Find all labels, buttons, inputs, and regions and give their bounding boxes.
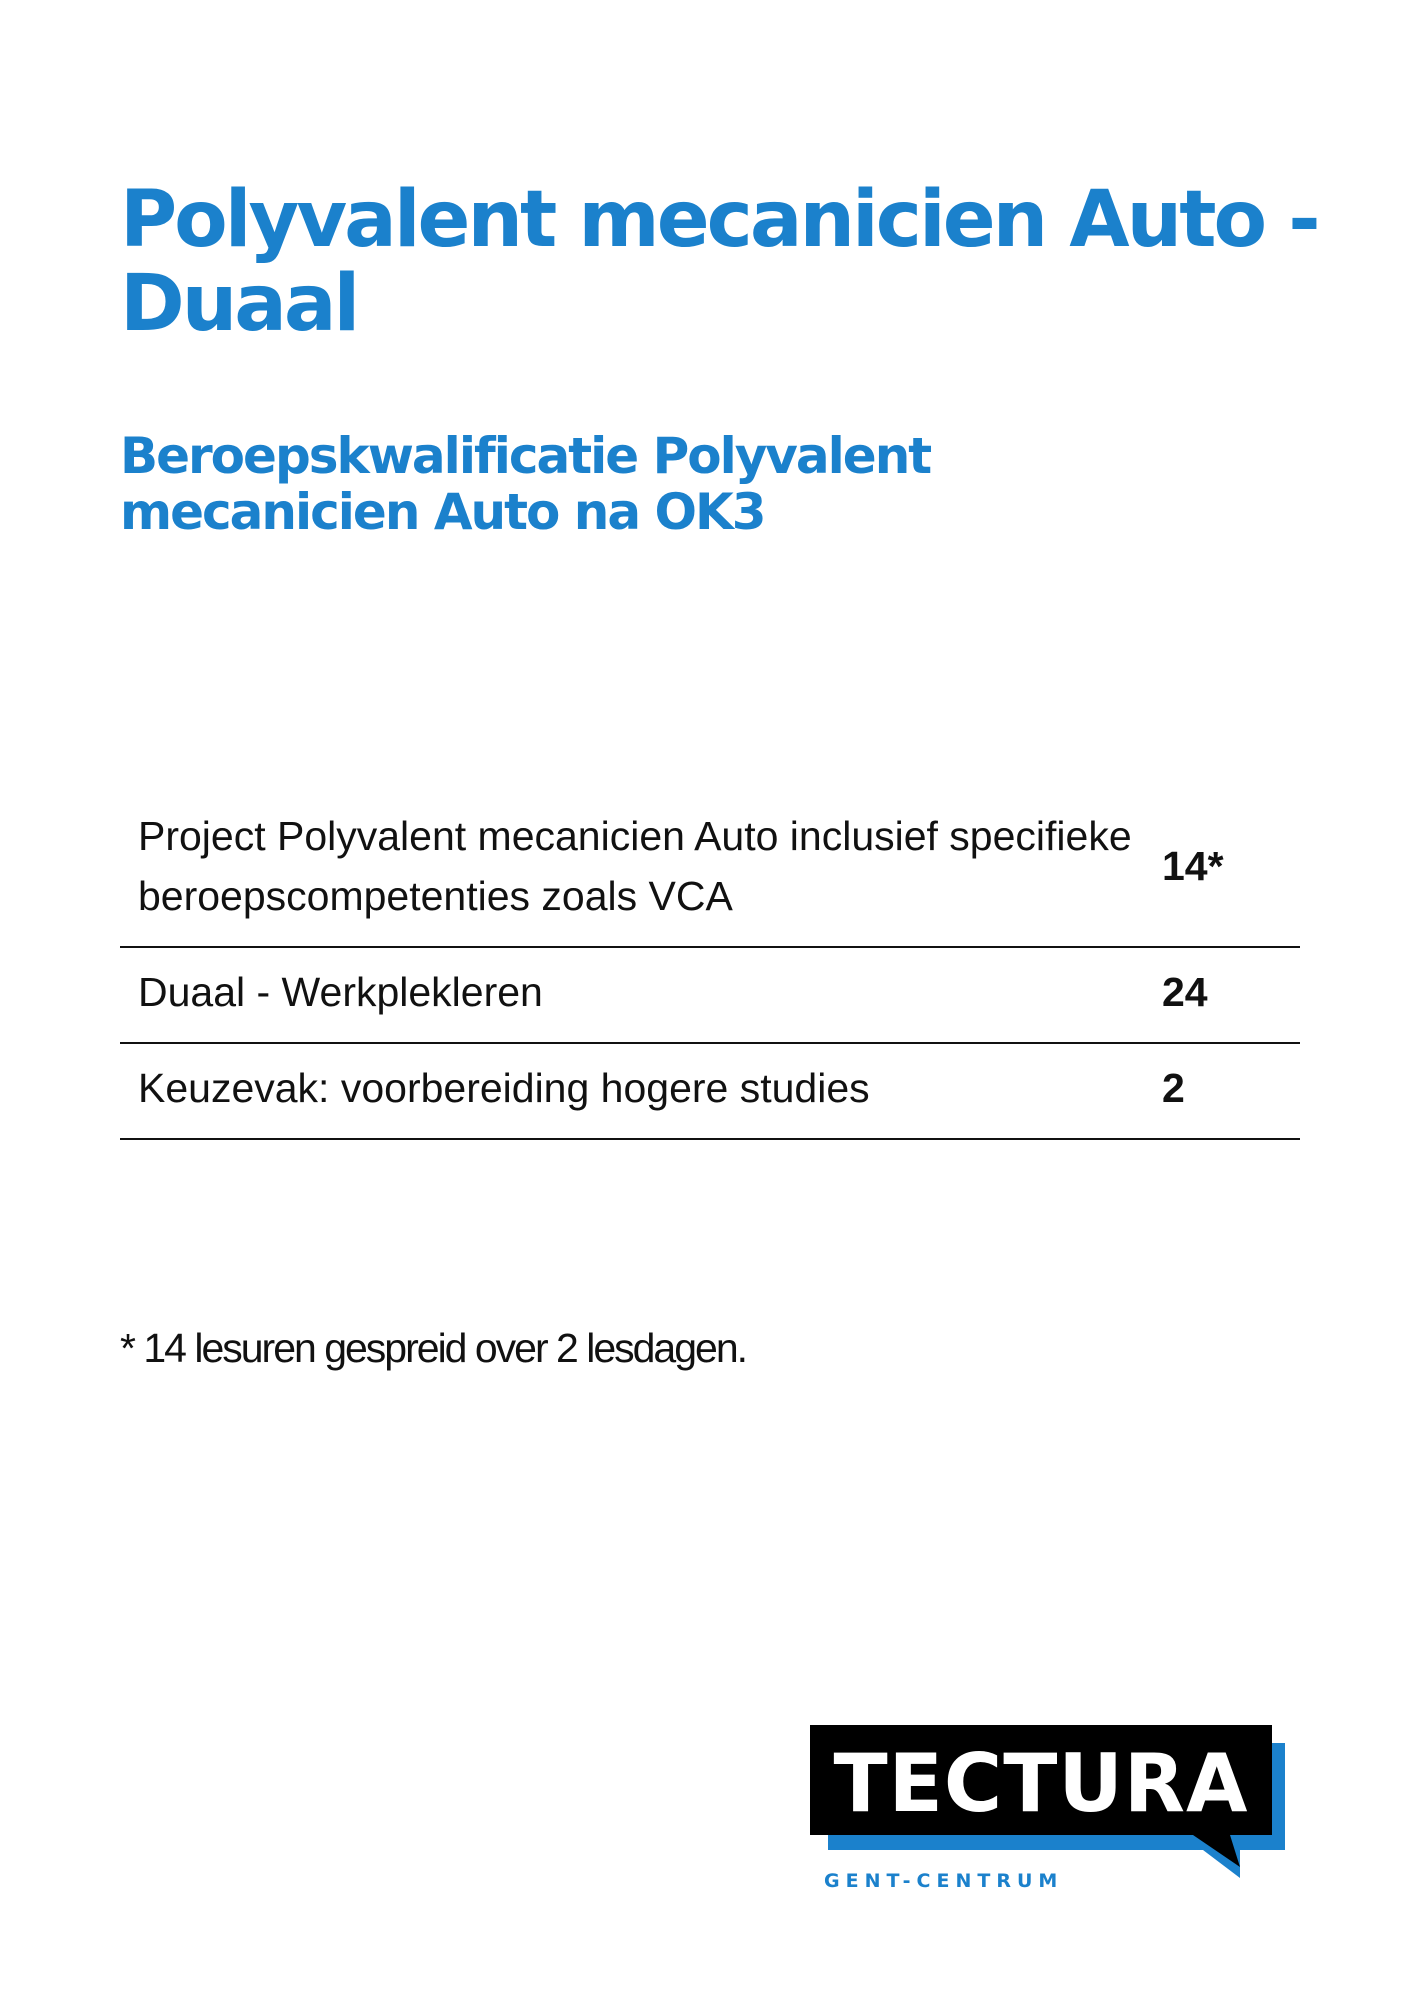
table-row (120, 1043, 1300, 1139)
footnote: * 14 lesuren gespreid over 2 lesdagen. (120, 1325, 747, 1371)
table-row (120, 792, 1300, 947)
table-row (120, 947, 1300, 1043)
course-name: Project Polyvalent mecanicien Auto inclusief specifieke beroepscompetenties zoals VCA (120, 792, 1162, 947)
page-subtitle: Beroepskwalificatie Polyvalent mecanicien Auto na OK3 (120, 427, 931, 541)
course-name: Duaal - Werkplekleren (120, 947, 1162, 1043)
course-hours: 24 (1162, 947, 1300, 1043)
course-table (120, 792, 1300, 1140)
course-hours: 14* (1162, 792, 1300, 947)
page-title: Polyvalent mecanicien Auto - Duaal (120, 175, 1318, 349)
logo-tagline: GENT-CENTRUM (824, 1870, 1064, 1892)
course-hours: 2 (1162, 1043, 1300, 1139)
course-name: Keuzevak: voorbereiding hogere studies (120, 1043, 1162, 1139)
tectura-logo (810, 1725, 1290, 1895)
logo-wordmark: TECTURA (833, 1737, 1249, 1830)
